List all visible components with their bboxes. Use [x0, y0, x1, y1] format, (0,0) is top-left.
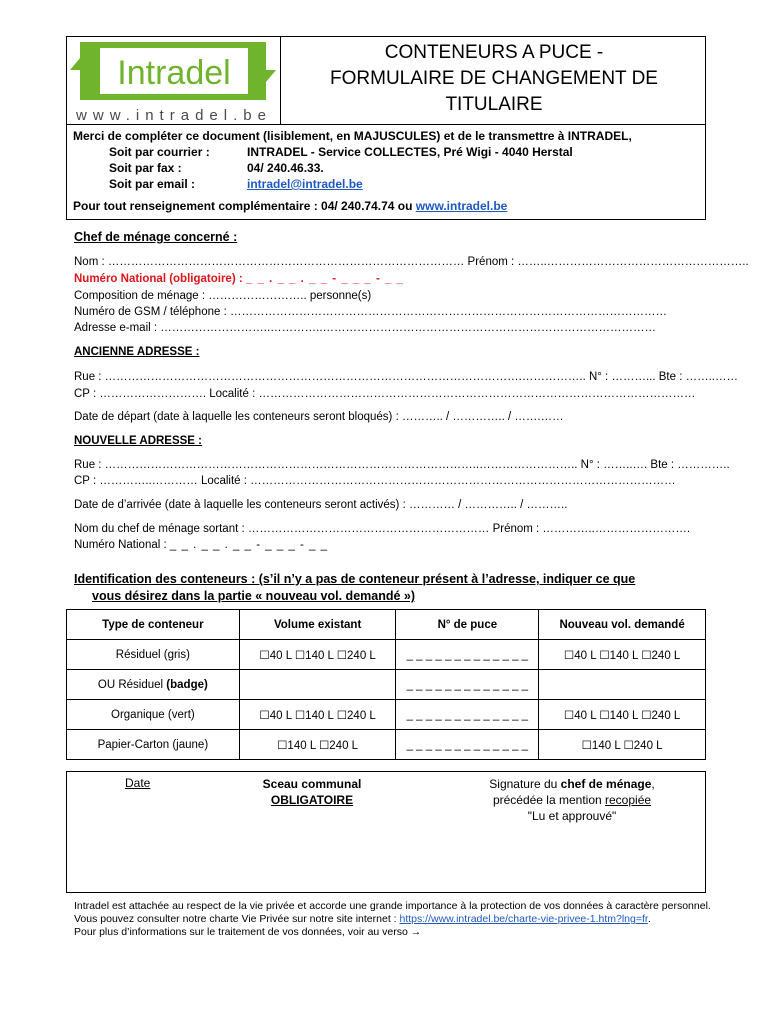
- table-row: Papier-Carton (jaune) ☐140 L ☐240 L _ _ _ _ _ _ _ _ _ _ _ _ _ ☐140 L ☐240 L: [67, 730, 706, 760]
- date-depart-field[interactable]: Date de départ (date à laquelle les conteneurs seront bloqués) : ……….. / ………….. / …….……: [74, 411, 564, 423]
- table-row: OU Résiduel (badge) _ _ _ _ _ _ _ _ _ _ _ _ _: [67, 670, 706, 700]
- numero-national-field[interactable]: Numéro National (obligatoire) : _ _ . _ _ . _ _ - _ _ _ - _ _: [74, 273, 405, 285]
- nouveau-checkboxes: [539, 670, 706, 700]
- puce-field[interactable]: _ _ _ _ _ _ _ _ _ _ _ _ _: [396, 670, 539, 700]
- logo-url-text: www.intradel.be: [76, 107, 272, 124]
- verso-note: Pour plus d’informations sur le traitement de vos données, voir au verso →: [74, 926, 422, 938]
- logo-brand-text: Intradel: [117, 54, 231, 92]
- col-header-nouveau: Nouveau vol. demandé: [539, 610, 706, 640]
- numero-national-sortant-field[interactable]: Numéro National : _ _ . _ _ . _ _ - _ _ _ - _ _: [74, 539, 329, 551]
- table-row: Résiduel (gris) ☐40 L ☐140 L ☐240 L _ _ _ _ _ _ _ _ _ _ _ _ _ ☐40 L ☐140 L ☐240 L: [67, 640, 706, 670]
- email-link[interactable]: intradel@intradel.be: [247, 177, 363, 191]
- existant-checkboxes[interactable]: ☐40 L ☐140 L ☐240 L: [239, 700, 396, 730]
- existant-checkboxes: [239, 670, 396, 700]
- table-header-row: [67, 610, 706, 640]
- col-header-existant: Volume existant: [239, 610, 396, 640]
- intro-text: Merci de compléter ce document (lisiblement, en MAJUSCULES) et de le transmettre à INTRADEL,: [73, 129, 632, 143]
- intradel-logo: [66, 36, 280, 124]
- privacy-footer: Intradel est attachée au respect de la vie privée et accorde une grande importance à la protection de vos données à caractère personnel. Vous pouvez consulter notre charte Vie Privée sur notre site internet : https://www.intradel.be/charte-vie-privee-1.htm?lng=fr. Pour plus d’informations sur le traitement de vos données, voir au verso →: [74, 900, 714, 939]
- col-header-puce: N° de puce: [396, 610, 539, 640]
- ancienne-cp-field[interactable]: CP : ………………………. Localité : ……………………………………………………………………………………………………: [74, 388, 696, 400]
- nouvelle-adresse-heading: NOUVELLE ADRESSE :: [74, 435, 203, 447]
- puce-field[interactable]: _ _ _ _ _ _ _ _ _ _ _ _ _: [396, 640, 539, 670]
- date-arrivee-field[interactable]: Date de d’arrivée (date à laquelle les conteneurs seront activés) : ………… / ………….. / ………..: [74, 499, 568, 511]
- puce-field[interactable]: _ _ _ _ _ _ _ _ _ _ _ _ _: [396, 730, 539, 760]
- nouvelle-cp-field[interactable]: CP : …………..………… Localité : …………………………………………………………………………………………………: [74, 475, 676, 487]
- sceau-label: Sceau communal OBLIGATOIRE: [262, 777, 362, 807]
- existant-checkboxes[interactable]: ☐40 L ☐140 L ☐240 L: [239, 640, 396, 670]
- table-row: Organique (vert) ☐40 L ☐140 L ☐240 L _ _ _ _ _ _ _ _ _ _ _ _ _ ☐40 L ☐140 L ☐240 L: [67, 700, 706, 730]
- date-label: Date: [125, 776, 151, 790]
- col-header-type: Type de conteneur: [67, 610, 240, 640]
- nouveau-checkboxes[interactable]: ☐40 L ☐140 L ☐240 L: [539, 640, 706, 670]
- contact-line: Pour tout renseignement complémentaire : 04/ 240.74.74 ou www.intradel.be: [73, 199, 508, 213]
- nouveau-checkboxes[interactable]: ☐140 L ☐240 L: [539, 730, 706, 760]
- courrier-address: INTRADEL - Service COLLECTES, Pré Wigi - 4040 Herstal: [247, 145, 573, 159]
- gsm-field[interactable]: Numéro de GSM / téléphone : ……………………………………………………………………………………………………: [74, 306, 667, 318]
- nom-prenom-field[interactable]: Nom : ………………………………………………………………………………… Prénom : ……..……………………………………………..: [74, 256, 749, 268]
- chef-heading: Chef de ménage concerné :: [74, 230, 238, 244]
- ancienne-adresse-heading: ANCIENNE ADRESSE :: [74, 346, 200, 358]
- containers-table: [66, 609, 706, 760]
- page-title: CONTENEURS A PUCE - FORMULAIRE DE CHANGEMENT DE TITULAIRE: [330, 42, 658, 115]
- logo-cell: [66, 36, 281, 124]
- signature-box: [66, 771, 706, 893]
- identification-heading: Identification des conteneurs : (s’il n’y a pas de conteneur présent à l’adresse, indiquer ce que: [74, 572, 636, 586]
- identification-subheading: vous désirez dans la partie « nouveau vol. demandé »): [92, 589, 416, 603]
- nouveau-checkboxes[interactable]: ☐40 L ☐140 L ☐240 L: [539, 700, 706, 730]
- privacy-link[interactable]: https://www.intradel.be/charte-vie-privee-1.htm?lng=fr: [399, 913, 648, 925]
- puce-field[interactable]: _ _ _ _ _ _ _ _ _ _ _ _ _: [396, 700, 539, 730]
- ancienne-rue-field[interactable]: Rue : ……………………………………………………………………………………………….…………….. N° : ………... Bte : ……..……: [74, 371, 738, 383]
- signature-label: Signature du chef de ménage, précédée la mention recopiée "Lu et approuvé": [489, 777, 655, 823]
- chef-sortant-field[interactable]: Nom du chef de ménage sortant : ……………………………………………………… Prénom : …………..…………………….: [74, 523, 691, 535]
- contact-info-box: Merci de compléter ce document (lisiblement, en MAJUSCULES) et de le transmettre à INTRADEL, Soit par courrier : INTRADEL - Service COLLECTES, Pré Wigi - 4040 Herstal Soit par fax : 04/ 240.46.33. Soit par email : intradel@intradel.be Pour tout renseignement complémentaire : 04/ 240.74.74 ou www.intradel.be: [66, 124, 706, 220]
- composition-field[interactable]: Composition de ménage : …………………….. personne(s): [74, 290, 372, 302]
- website-link[interactable]: www.intradel.be: [415, 199, 508, 213]
- email-field[interactable]: Adresse e-mail : ………………………..…………..……………………………………………………………………………: [74, 322, 657, 334]
- existant-checkboxes[interactable]: ☐140 L ☐240 L: [239, 730, 396, 760]
- fax-number: 04/ 240.46.33.: [247, 161, 324, 175]
- nouvelle-rue-field[interactable]: Rue : ……………………………………………………………………………………..…………………….. N° : ……..…. Bte : …………..: [74, 459, 730, 471]
